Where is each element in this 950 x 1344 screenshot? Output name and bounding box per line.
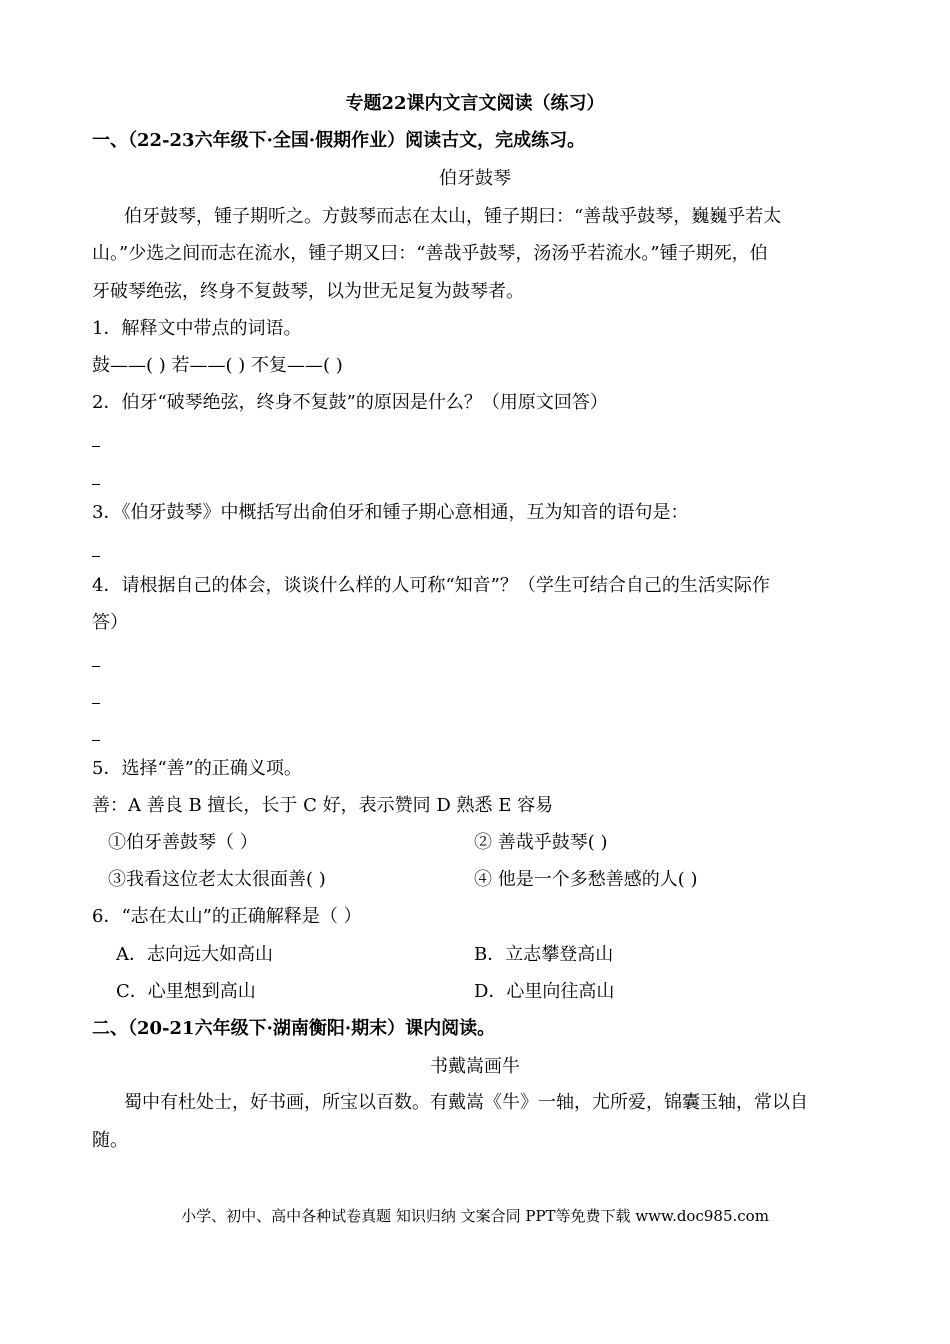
section1-passage-line-1: 伯牙鼓琴，锺子期听之。方鼓琴而志在太山，锺子期曰：“善哉乎鼓琴，巍巍乎若太 bbox=[124, 206, 782, 227]
section2-passage-line-1: 蜀中有杜处士，好书画，所宝以百数。有戴嵩《牛》一轴，尤所爱，锦囊玉轴，常以自 bbox=[124, 1092, 808, 1113]
question-6-option-d: D．心里向往高山 bbox=[474, 981, 615, 1002]
answer-blank[interactable] bbox=[92, 446, 100, 447]
section1-heading: 一、（22-23六年级下·全国·假期作业）阅读古文，完成练习。 bbox=[92, 130, 586, 151]
section1-title: 伯牙鼓琴 bbox=[439, 168, 511, 189]
answer-blank[interactable] bbox=[92, 666, 100, 667]
document-title: 专题22课内文言文阅读（练习） bbox=[345, 93, 605, 114]
question-6-option-b: B．立志攀登高山 bbox=[474, 944, 614, 965]
question-2: 2．伯牙“破琴绝弦，终身不复鼓”的原因是什么？（用原文回答） bbox=[92, 392, 608, 413]
answer-blank[interactable] bbox=[92, 740, 100, 741]
section1-passage-line-2: 山。”少选之间而志在流水，锺子期又曰：“善哉乎鼓琴，汤汤乎若流水。”锺子期死，伯 bbox=[92, 243, 768, 264]
answer-blank[interactable] bbox=[92, 703, 100, 704]
section2-passage-line-2: 随。 bbox=[92, 1130, 128, 1151]
question-5-item-4: ④ 他是一个多愁善感的人( ) bbox=[474, 869, 698, 890]
question-1: 1．解释文中带点的词语。 bbox=[92, 318, 302, 339]
question-6-option-c: C．心里想到高山 bbox=[116, 981, 256, 1002]
question-4-line-1: 4．请根据自己的体会，谈谈什么样的人可称“知音”？（学生可结合自己的生活实际作 bbox=[92, 575, 770, 596]
section2-heading: 二、（20-21六年级下·湖南衡阳·期末）课内阅读。 bbox=[92, 1018, 496, 1039]
question-5-item-2: ② 善哉乎鼓琴( ) bbox=[474, 832, 608, 853]
question-5-options: 善：A 善良 B 擅长，长于 C 好，表示赞同 D 熟悉 E 容易 bbox=[92, 795, 554, 816]
question-5: 5．选择“善”的正确义项。 bbox=[92, 758, 302, 779]
section1-passage-line-3: 牙破琴绝弦，终身不复鼓琴，以为世无足复为鼓琴者。 bbox=[92, 281, 524, 302]
section2-title: 书戴嵩画牛 bbox=[430, 1056, 520, 1077]
question-5-item-3: ③我看这位老太太很面善( ) bbox=[108, 869, 326, 890]
question-6-option-a: A．志向远大如高山 bbox=[116, 944, 273, 965]
page-footer: 小学、初中、高中各种试卷真题 知识归纳 文案合同 PPT等免费下载 www.doc985.com bbox=[181, 1207, 769, 1225]
answer-blank[interactable] bbox=[92, 556, 100, 557]
question-1-items: 鼓——( ) 若——( ) 不复——( ) bbox=[92, 355, 343, 376]
answer-blank[interactable] bbox=[92, 484, 100, 485]
question-3: 3．《伯牙鼓琴》中概括写出俞伯牙和锺子期心意相通，互为知音的语句是： bbox=[92, 502, 689, 523]
question-6: 6．“志在太山”的正确解释是（ ） bbox=[92, 906, 362, 927]
question-4-line-2: 答） bbox=[92, 612, 128, 633]
question-5-item-1: ①伯牙善鼓琴（ ） bbox=[108, 832, 258, 853]
